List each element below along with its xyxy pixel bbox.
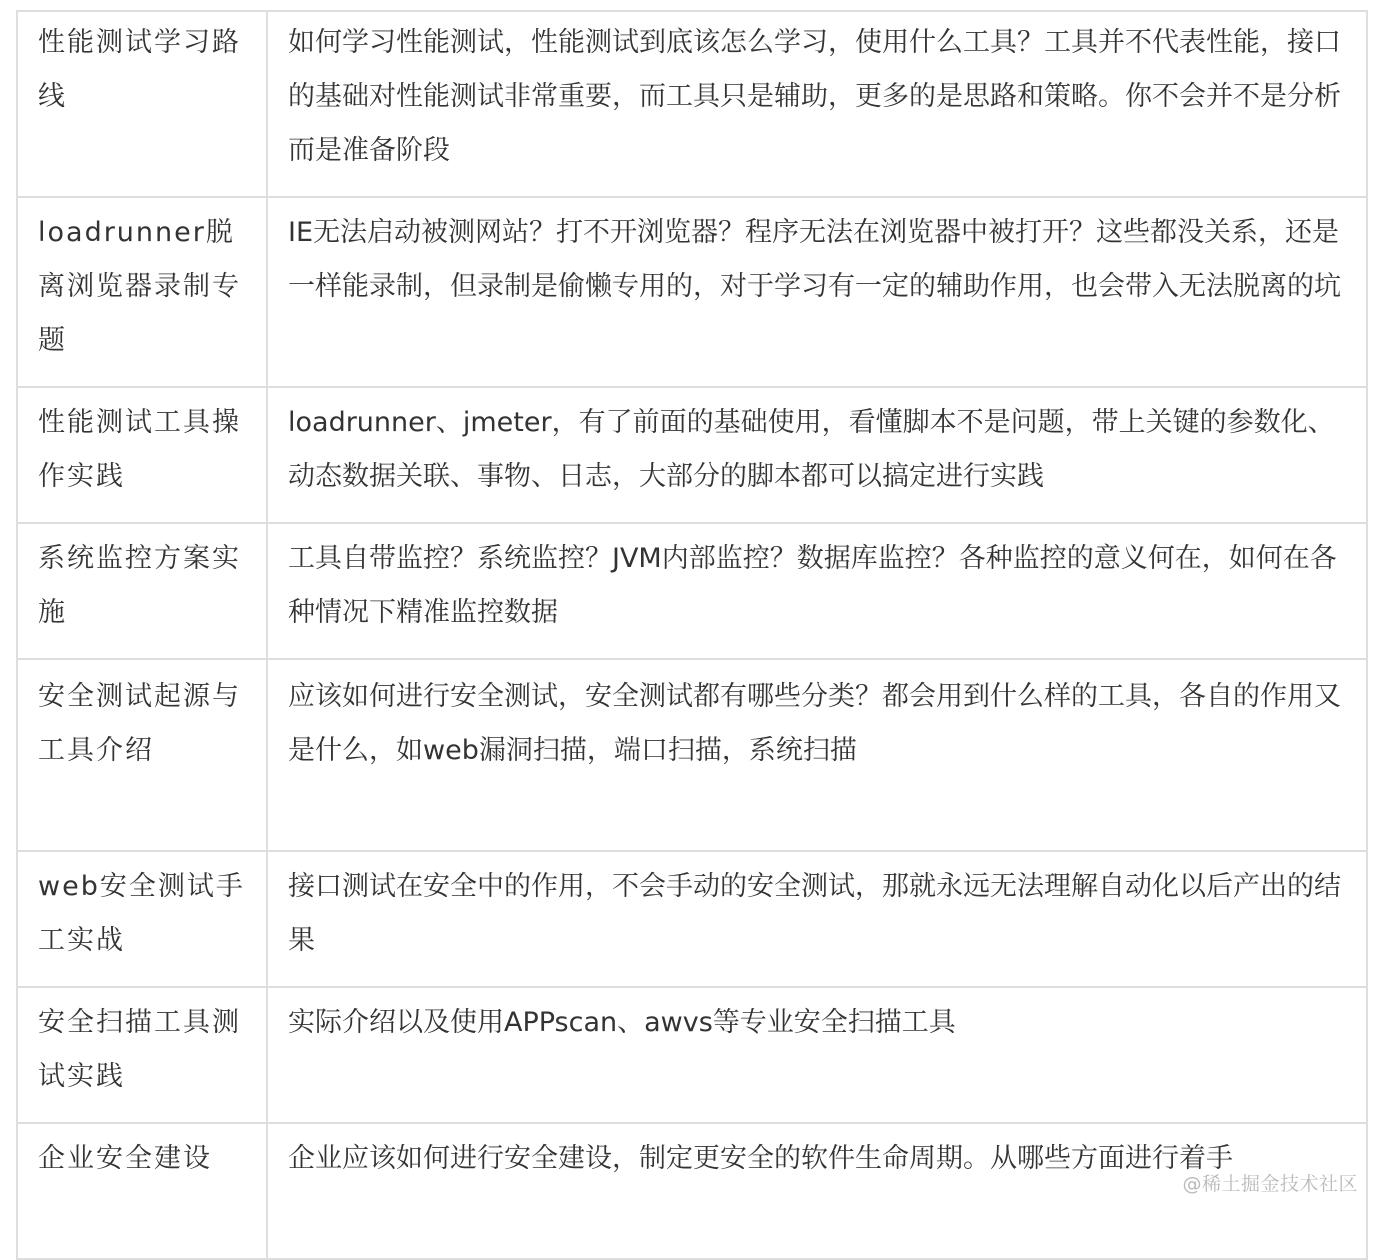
topic-text: web安全测试手工实战 (38, 871, 245, 956)
description-text: 如何学习性能测试，性能测试到底该怎么学习，使用什么工具？工具并不代表性能，接口的基础对性能测试非常重要，而工具只是辅助，更多的是思路和策略。你不会并不是分析而是准备阶段 (288, 27, 1341, 166)
topic-cell (17, 851, 267, 987)
watermark: @稀土掘金技术社区 (1182, 1173, 1358, 1195)
description-cell (267, 523, 1367, 659)
topic-cell (17, 11, 267, 197)
topic-text: 企业安全建设 (38, 1143, 212, 1174)
table-row (17, 197, 1367, 387)
topic-text: 性能测试工具操作实践 (38, 407, 241, 492)
topic-cell (17, 197, 267, 387)
topic-text: 系统监控方案实施 (38, 543, 241, 628)
description-cell (267, 659, 1367, 851)
table-row (17, 523, 1367, 659)
table-row (17, 659, 1367, 851)
topic-cell (17, 987, 267, 1123)
topic-cell (17, 1123, 267, 1259)
topic-cell (17, 523, 267, 659)
topic-cell (17, 659, 267, 851)
description-text: 接口测试在安全中的作用，不会手动的安全测试，那就永远无法理解自动化以后产出的结果 (288, 871, 1341, 956)
curriculum-table-container (16, 10, 1368, 1260)
topic-text: 安全测试起源与工具介绍 (38, 681, 241, 766)
description-text: 工具自带监控？系统监控？JVM内部监控？数据库监控？各种监控的意义何在，如何在各种情况下精准监控数据 (288, 543, 1337, 628)
topic-text: 性能测试学习路线 (38, 27, 241, 112)
topic-text: loadrunner脱离浏览器录制专题 (38, 217, 241, 356)
description-cell (267, 851, 1367, 987)
description-cell (267, 197, 1367, 387)
table-row (17, 11, 1367, 197)
curriculum-table (16, 10, 1368, 1260)
table-row (17, 987, 1367, 1123)
description-text: 企业应该如何进行安全建设，制定更安全的软件生命周期。从哪些方面进行着手 (288, 1143, 1233, 1174)
description-text: 应该如何进行安全测试，安全测试都有哪些分类？都会用到什么样的工具，各自的作用又是什么，如web漏洞扫描，端口扫描，系统扫描 (288, 681, 1341, 766)
description-text: IE无法启动被测网站？打不开浏览器？程序无法在浏览器中被打开？这些都没关系，还是一样能录制，但录制是偷懒专用的，对于学习有一定的辅助作用，也会带入无法脱离的坑 (288, 217, 1341, 302)
table-row (17, 387, 1367, 523)
description-text: loadrunner、jmeter，有了前面的基础使用，看懂脚本不是问题，带上关键的参数化、动态数据关联、事物、日志，大部分的脚本都可以搞定进行实践 (288, 407, 1335, 492)
table-row (17, 1123, 1367, 1259)
topic-text: 安全扫描工具测试实践 (38, 1007, 241, 1092)
description-cell (267, 987, 1367, 1123)
table-row (17, 851, 1367, 987)
description-text: 实际介绍以及使用APPscan、awvs等专业安全扫描工具 (288, 1007, 956, 1038)
description-cell (267, 11, 1367, 197)
topic-cell (17, 387, 267, 523)
description-cell (267, 387, 1367, 523)
